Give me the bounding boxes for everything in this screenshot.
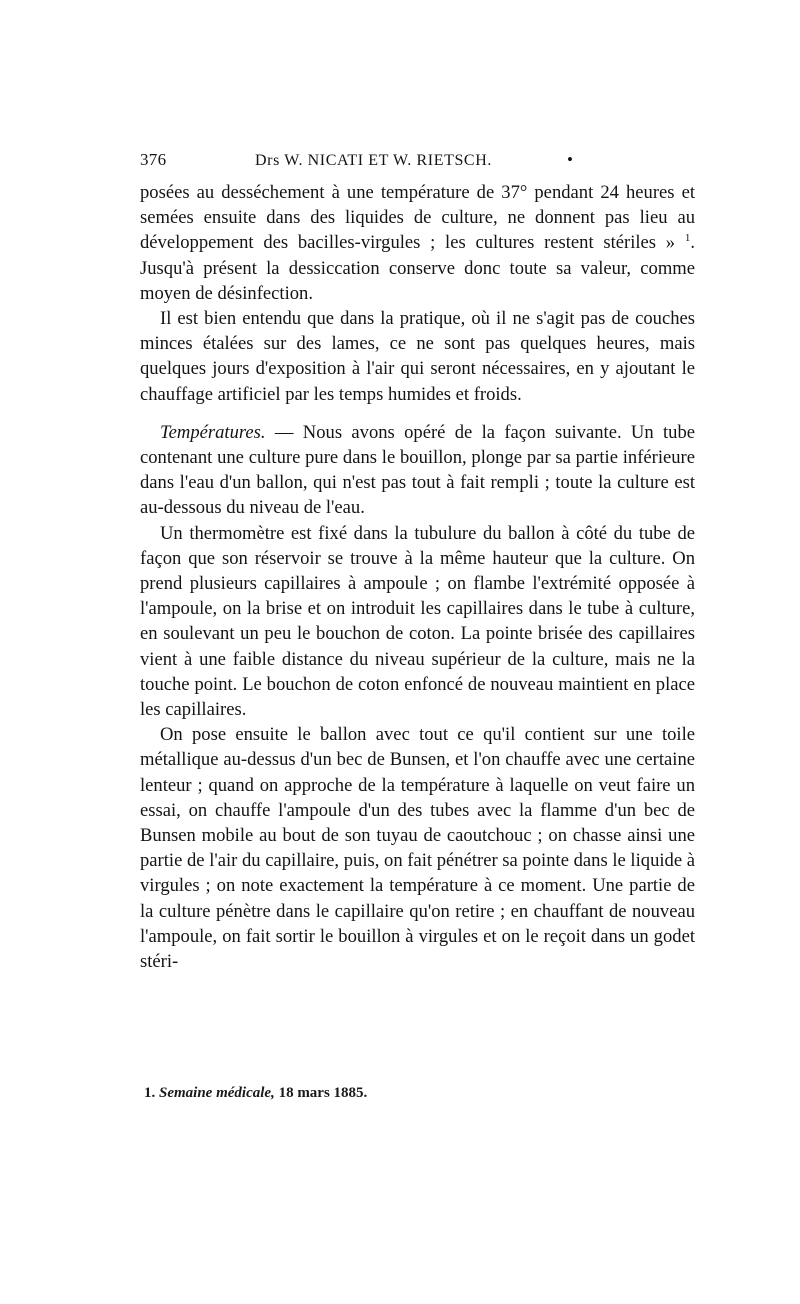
footnote-date: 18 mars 1885. — [278, 1085, 368, 1101]
paragraph-2: Il est bien entendu que dans la pratique, où il ne s'agit pas de couches minces étalées sur des lames, ce ne sont pas quelques heures, mais quelques jours d'exposition à l'air qui seront nécessaires, en y ajoutant le chauffage artificiel par les temps humides et froids. — [140, 308, 695, 405]
paragraph-1-text: posées au desséchement à une température de 37° pendant 24 heures et semées ensuite dans des liquides de culture, ne donnent pas lieu au développement des bacilles-virgules ; les cultures restent stériles » — [140, 182, 695, 254]
paragraph-5: On pose ensuite le ballon avec tout ce qu'il contient sur une toile métallique au-dessus d'un bec de Bunsen, et l'on chauffe avec une certaine lenteur ; quand on approche de la température à laquelle on veut faire un essai, on chauffe l'ampoule d'un des tubes avec la flamme d'un bec de Bunsen mobile au bout de son tuyau de caoutchouc ; on chasse ainsi une partie de l'air du capillaire, puis, on fait pénétrer sa pointe dans le liquide à virgules ; on note exactement la température à ce moment. Une partie de la culture pénètre dans le capillaire qu'on retire ; en chauffant de nouveau l'ampoule, on fait sortir le bouillon à virgules et on le reçoit dans un godet stéri- — [140, 724, 695, 973]
footnote-reference: 1 — [684, 232, 691, 245]
header-dot: • — [566, 150, 574, 169]
footnote-source-title: Semaine médicale, — [159, 1085, 275, 1101]
running-title: Drs W. NICATI ET W. RIETSCH. — [255, 152, 492, 169]
page-number: 376 — [140, 150, 167, 169]
footnote-number: 1. — [144, 1085, 156, 1101]
paragraph-3-text: — Nous avons opéré de la façon suivante. Un tube contenant une culture pure dans le bouillon, plonge par sa partie inférieure dans l'eau d'un ballon, qui n'est pas tout à fait rempli ; toute la culture est au-dessous du niveau de l'eau. — [140, 421, 695, 519]
paragraph-4: Un thermomètre est fixé dans la tubulure du ballon à côté du tube de façon que son réservoir se trouve à la même hauteur que la culture. On prend plusieurs capillaires à ampoule ; on flambe l'extrémité opposée à l'ampoule, on la brise et on introduit les capillaires dans le tube à culture, en soulevant un peu le bouchon de coton. La pointe brisée des capillaires vient à une faible distance du niveau supérieur de la culture, mais ne la touche point. Le bouchon de coton enfoncé de nouveau maintient en place les capillaires. — [140, 522, 695, 721]
paragraph-3 — [140, 420, 695, 521]
main-text — [140, 180, 695, 974]
page-body — [140, 150, 695, 974]
paragraph-1 — [140, 180, 695, 306]
paragraph-1-continuation: . Jusqu'à présent la dessiccation conserve donc toute sa valeur, comme moyen de désinfection. — [140, 232, 695, 304]
running-head — [140, 150, 695, 180]
footnote — [144, 1085, 367, 1102]
section-title: Températures. — [160, 421, 266, 443]
